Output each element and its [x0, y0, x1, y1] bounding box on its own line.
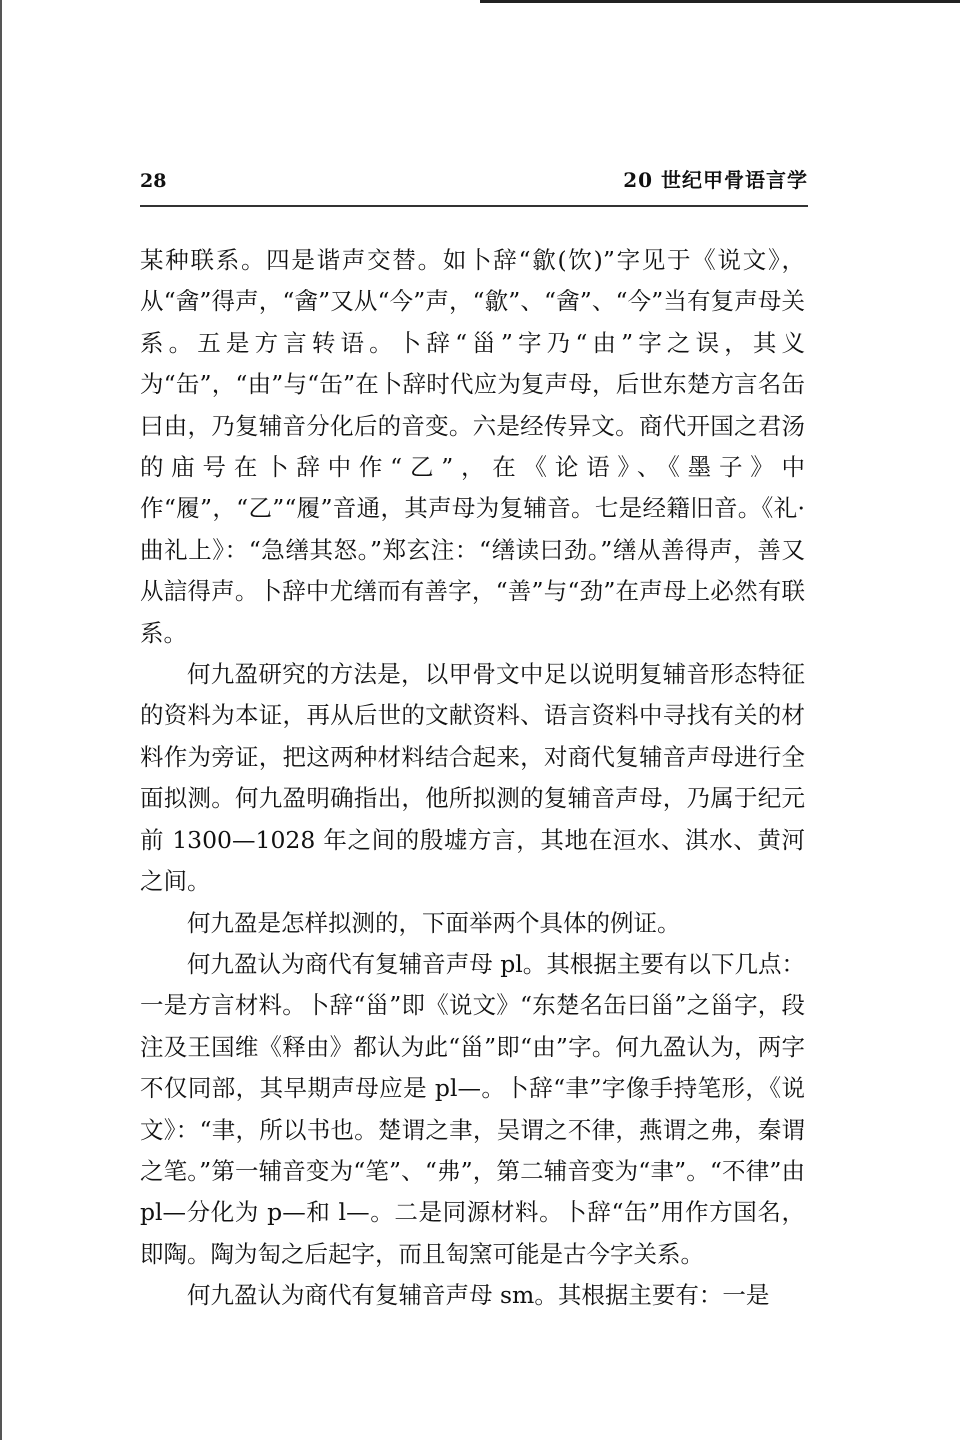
body-text	[140, 240, 805, 1317]
paragraph-sm-example: 何九盈认为商代有复辅音声母 sm。其根据主要有：一是	[187, 1281, 770, 1310]
paragraph-intro-examples: 何九盈是怎样拟测的，下面举两个具体的例证。	[187, 908, 681, 937]
page-left-edge	[0, 0, 2, 1440]
paragraph-continued: 某种联系。四是谐声交替。如卜辞“歙(饮)”字见于《说文》，从“酓”得声，“酓”又从“今”声，“歙”、“酓”、“今”当有复声母关系。五是方言转语。卜辞“甾”字乃“由”字之误，其义为“缶”，“由”与“缶”在卜辞时代应为复声母，后世东楚方言名缶曰由，乃复辅音分化后的音变。六是经传异文。商代开国之君汤的庙号在卜辞中作“乙”，在《论语》、《墨子》中作“履”，“乙”“履”音通，其声母为复辅音。七是经籍旧音。《礼·曲礼上》：“急缮其怒。”郑玄注：“缮读曰劲。”缮从善得声，善又从誩得声。卜辞中尤缮而有善字，“善”与“劲”在声母上必然有联系。	[140, 246, 805, 647]
running-title: 20 世纪甲骨语言学	[623, 168, 808, 192]
paragraph-pl-example: 何九盈认为商代有复辅音声母 pl。其根据主要有以下几点：一是方言材料。卜辞“甾”即《说文》“东楚名缶曰甾”之甾字，段注及王国维《释由》都认为此“甾”即“由”字。何九盈认为，两字不仅同部，其早期声母应是 pl—。卜辞“聿”字像手持笔形，《说文》：“聿，所以书也。楚谓之聿，吴谓之不律，燕谓之弗，秦谓之笔。”第一辅音变为“笔”、“弗”，第二辅音变为“聿”。“不律”由 pl—分化为 p—和 l—。二是同源材料。卜辞“缶”用作方国名，即陶。陶为匋之后起字，而且匋窯可能是古今字关系。	[140, 949, 805, 1268]
header-rule	[140, 205, 808, 207]
page-header	[140, 164, 808, 204]
paragraph-method: 何九盈研究的方法是，以甲骨文中足以说明复辅音形态特征的资料为本证，再从后世的文献资料、语言资料中寻找有关的材料作为旁证，把这两种材料结合起来，对商代复辅音声母进行全面拟测。何九盈明确指出，他所拟测的复辅音声母，乃属于纪元前 1300—1028 年之间的殷墟方言，其地在洹水、淇水、黄河之间。	[140, 660, 805, 896]
top-scan-rule	[480, 0, 960, 3]
page-number: 28	[140, 170, 167, 192]
